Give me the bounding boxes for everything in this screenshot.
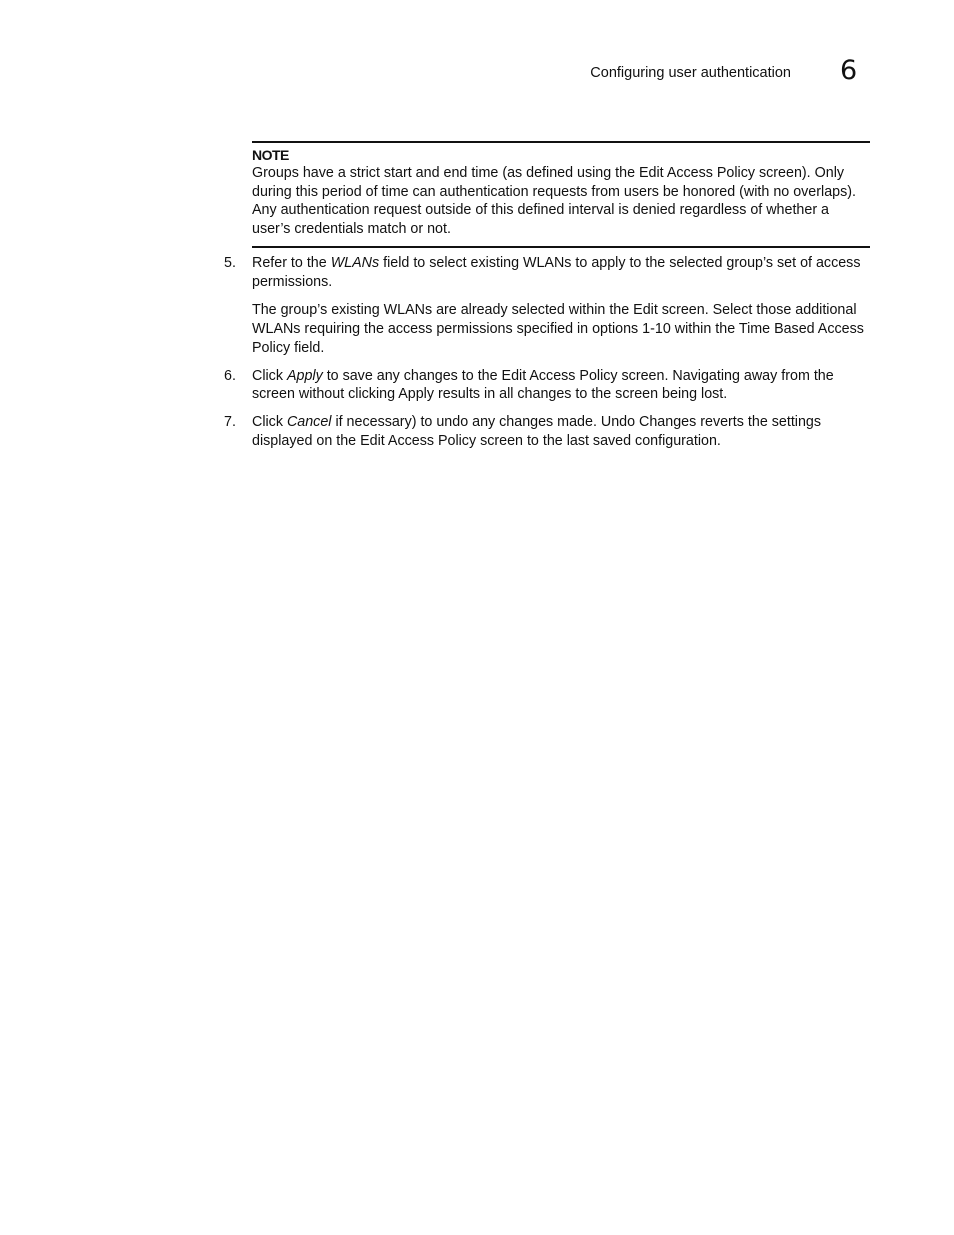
step-button-name: Apply (286, 367, 323, 384)
step-number: 5. (224, 255, 236, 271)
step-text-pre: Refer to the (252, 255, 331, 271)
note-heading: NOTE (252, 147, 289, 163)
chapter-number: 6 (840, 55, 858, 86)
step-text-post: if necessary) to undo any changes made. Undo Changes reverts the settings displayed on the Edit Access Policy screen to the last saved configuration. (252, 413, 822, 449)
step-number: 6. (224, 367, 236, 384)
step-7 (0, 413, 870, 450)
step-text (252, 413, 870, 450)
step-text-post: field to select existing WLANs to apply to the selected group’s set of access permissions. (252, 255, 861, 290)
step-text-post: to save any changes to the Edit Access Policy screen. Navigating away from the screen without clicking Apply results in all changes to the screen being lost. (252, 367, 834, 403)
procedure-steps (0, 254, 954, 450)
step-5 (0, 254, 870, 358)
step-text (252, 367, 870, 404)
step-text-pre: Click (252, 413, 287, 430)
page-header (0, 56, 954, 92)
step-6 (0, 367, 870, 404)
note-box (252, 141, 870, 248)
step-text (252, 254, 870, 291)
running-header-title: Configuring user authentication (590, 65, 791, 81)
step-number: 7. (224, 413, 236, 430)
step-detail: The group’s existing WLANs are already selected within the Edit screen. Select those additional WLANs requiring the access permissions specified in options 1-10 within the Time Based Access Policy field. (252, 302, 864, 356)
step-button-name: Cancel (286, 413, 332, 430)
step-field-name: WLANs (330, 255, 380, 271)
step-text-pre: Click (252, 367, 287, 384)
note-text: Groups have a strict start and end time (as defined using the Edit Access Policy screen). Only during this period of time can authentication requests from users be honored (with no overlaps). Any authentication request outside of this defined interval is denied regardless of whether a user’s credentials match or not. (252, 165, 856, 238)
